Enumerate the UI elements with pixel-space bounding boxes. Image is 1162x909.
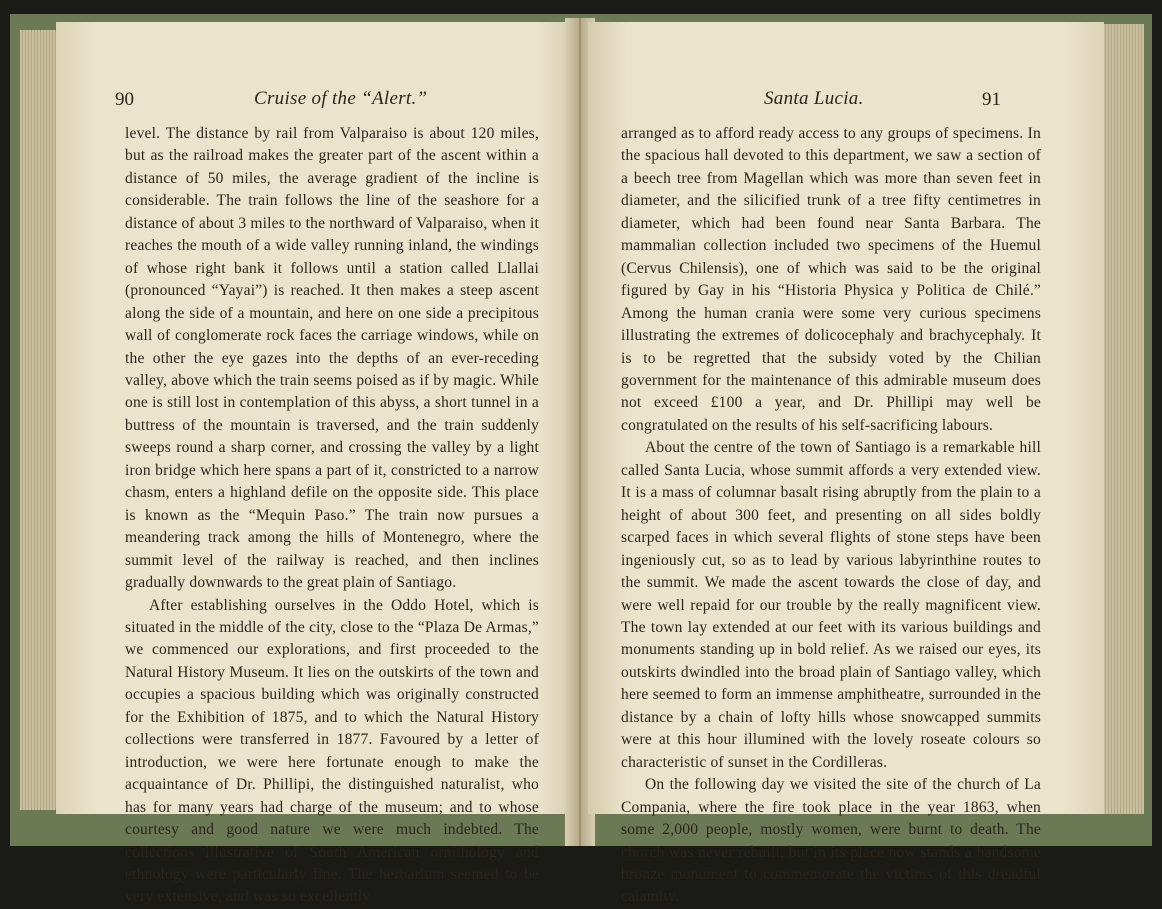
- paragraph: arranged as to afford ready access to any groups of specimens. In the spacious hall devoted to this department, we saw a section of a beech tree from Magellan which was more than seven feet in diameter, and the silicified trunk of a tree fifty centimetres in diameter, which had been found near Santa Barbara. The mammalian collection included two specimens of the Huemul (Cervus Chilensis), one of which was said to be the original figured by Gay in his “Historia Physica y Politica de Chilé.” Among the human crania were some very curious specimens illustrating the extremes of dolicocephaly and brachycephaly. It is to be regretted that the subsidy voted by the Chilian government for the maintenance of this admirable museum does not exceed £100 a year, and Dr. Phillipi may well be congratulated on the results of his self-sacrificing labours.: [621, 125, 1041, 434]
- paragraph: About the centre of the town of Santiago is a remarkable hill called Santa Lucia, whose summit affords a very extended view. It is a mass of columnar basalt rising abruptly from the plain to a height of about 300 feet, and presenting on all sides boldly scarped faces in which several flights of stone steps have been ingeniously cut, so as to lead by various labyrinthine routes to the summit. We made the ascent towards the close of day, and were well repaid for our trouble by the really magnificent view. The town lay extended at our feet with its various buildings and monuments standing up in bold relief. As we raised our eyes, its outskirts dwindled into the broad plain of Santiago valley, which here seemed to form an immense amphitheatre, surrounded in the distance by a chain of lofty hills whose snowcapped summits were at this hour illumined with the lovely roseate colours so characteristic of sunset in the Cordilleras.: [621, 439, 1041, 771]
- page-edges-left: [20, 30, 60, 810]
- body-text: [125, 123, 539, 909]
- paragraph: level. The distance by rail from Valparaiso is about 120 miles, but as the railroad makes the greater part of the ascent within a distance of 50 miles, the average gradient of the incline is considerable. The train follows the line of the seashore for a distance of about 3 miles to the northward of Valparaiso, when it reaches the mouth of a wide valley running inland, the windings of whose right bank it follows until a station called Llallai (pronounced “Yayai”) is reached. It then makes a steep ascent along the side of a mountain, and here on one side a precipitous wall of conglomerate rock faces the carriage windows, while on the other the eye gazes into the depths of an ever-receding valley, above which the train seems poised as if by magic. While one is still lost in contemplation of this abyss, a short tunnel in a buttress of the mountain is traversed, and the train suddenly sweeps round a sharp corner, and crossing the valley by a light iron bridge which here spans a part of it, constricted to a narrow chasm, enters a highland defile on the opposite side. This place is known as the “Mequin Paso.” The train now pursues a meandering track among the hills of Montenegro, where the summit level of the railway is reached, and then inclines gradually downwards to the great plain of Santiago.: [125, 125, 539, 592]
- paragraph: On the following day we visited the site of the church of La Compania, where the fire took place in the year 1863, when some 2,000 people, mostly women, were burnt to death. The church was never rebuilt, but in its place now stands a handsome bronze monument to commemorate the victims of this dreadful calamity.: [621, 776, 1041, 906]
- right-page: [588, 22, 1104, 906]
- page-number: 91: [982, 89, 1001, 110]
- page-edges-right: [1100, 24, 1144, 814]
- left-page: [56, 22, 578, 906]
- paragraph: After establishing ourselves in the Oddo Hotel, which is situated in the middle of the city, close to the “Plaza De Armas,” we commenced our explorations, and first proceeded to the Natural History Museum. It lies on the outskirts of the town and occupies a spacious building which was originally constructed for the Exhibition of 1875, and to which the Natural History collections were transferred in 1877. Favoured by a letter of introduction, we were here fortunate enough to make the acquaintance of Dr. Phillipi, the distinguished naturalist, who has for many years had charge of the museum; and to whose courtesy and good nature we were much indebted. The collections illustrative of South American ornithology and ethnology were particularly fine. The herbarium seemed to be very extensive, and was so excellently: [125, 596, 539, 906]
- running-head: Cruise of the “Alert.”: [254, 88, 428, 109]
- page-number: 90: [115, 89, 134, 110]
- body-text: [621, 123, 1041, 909]
- running-head: Santa Lucia.: [764, 88, 864, 109]
